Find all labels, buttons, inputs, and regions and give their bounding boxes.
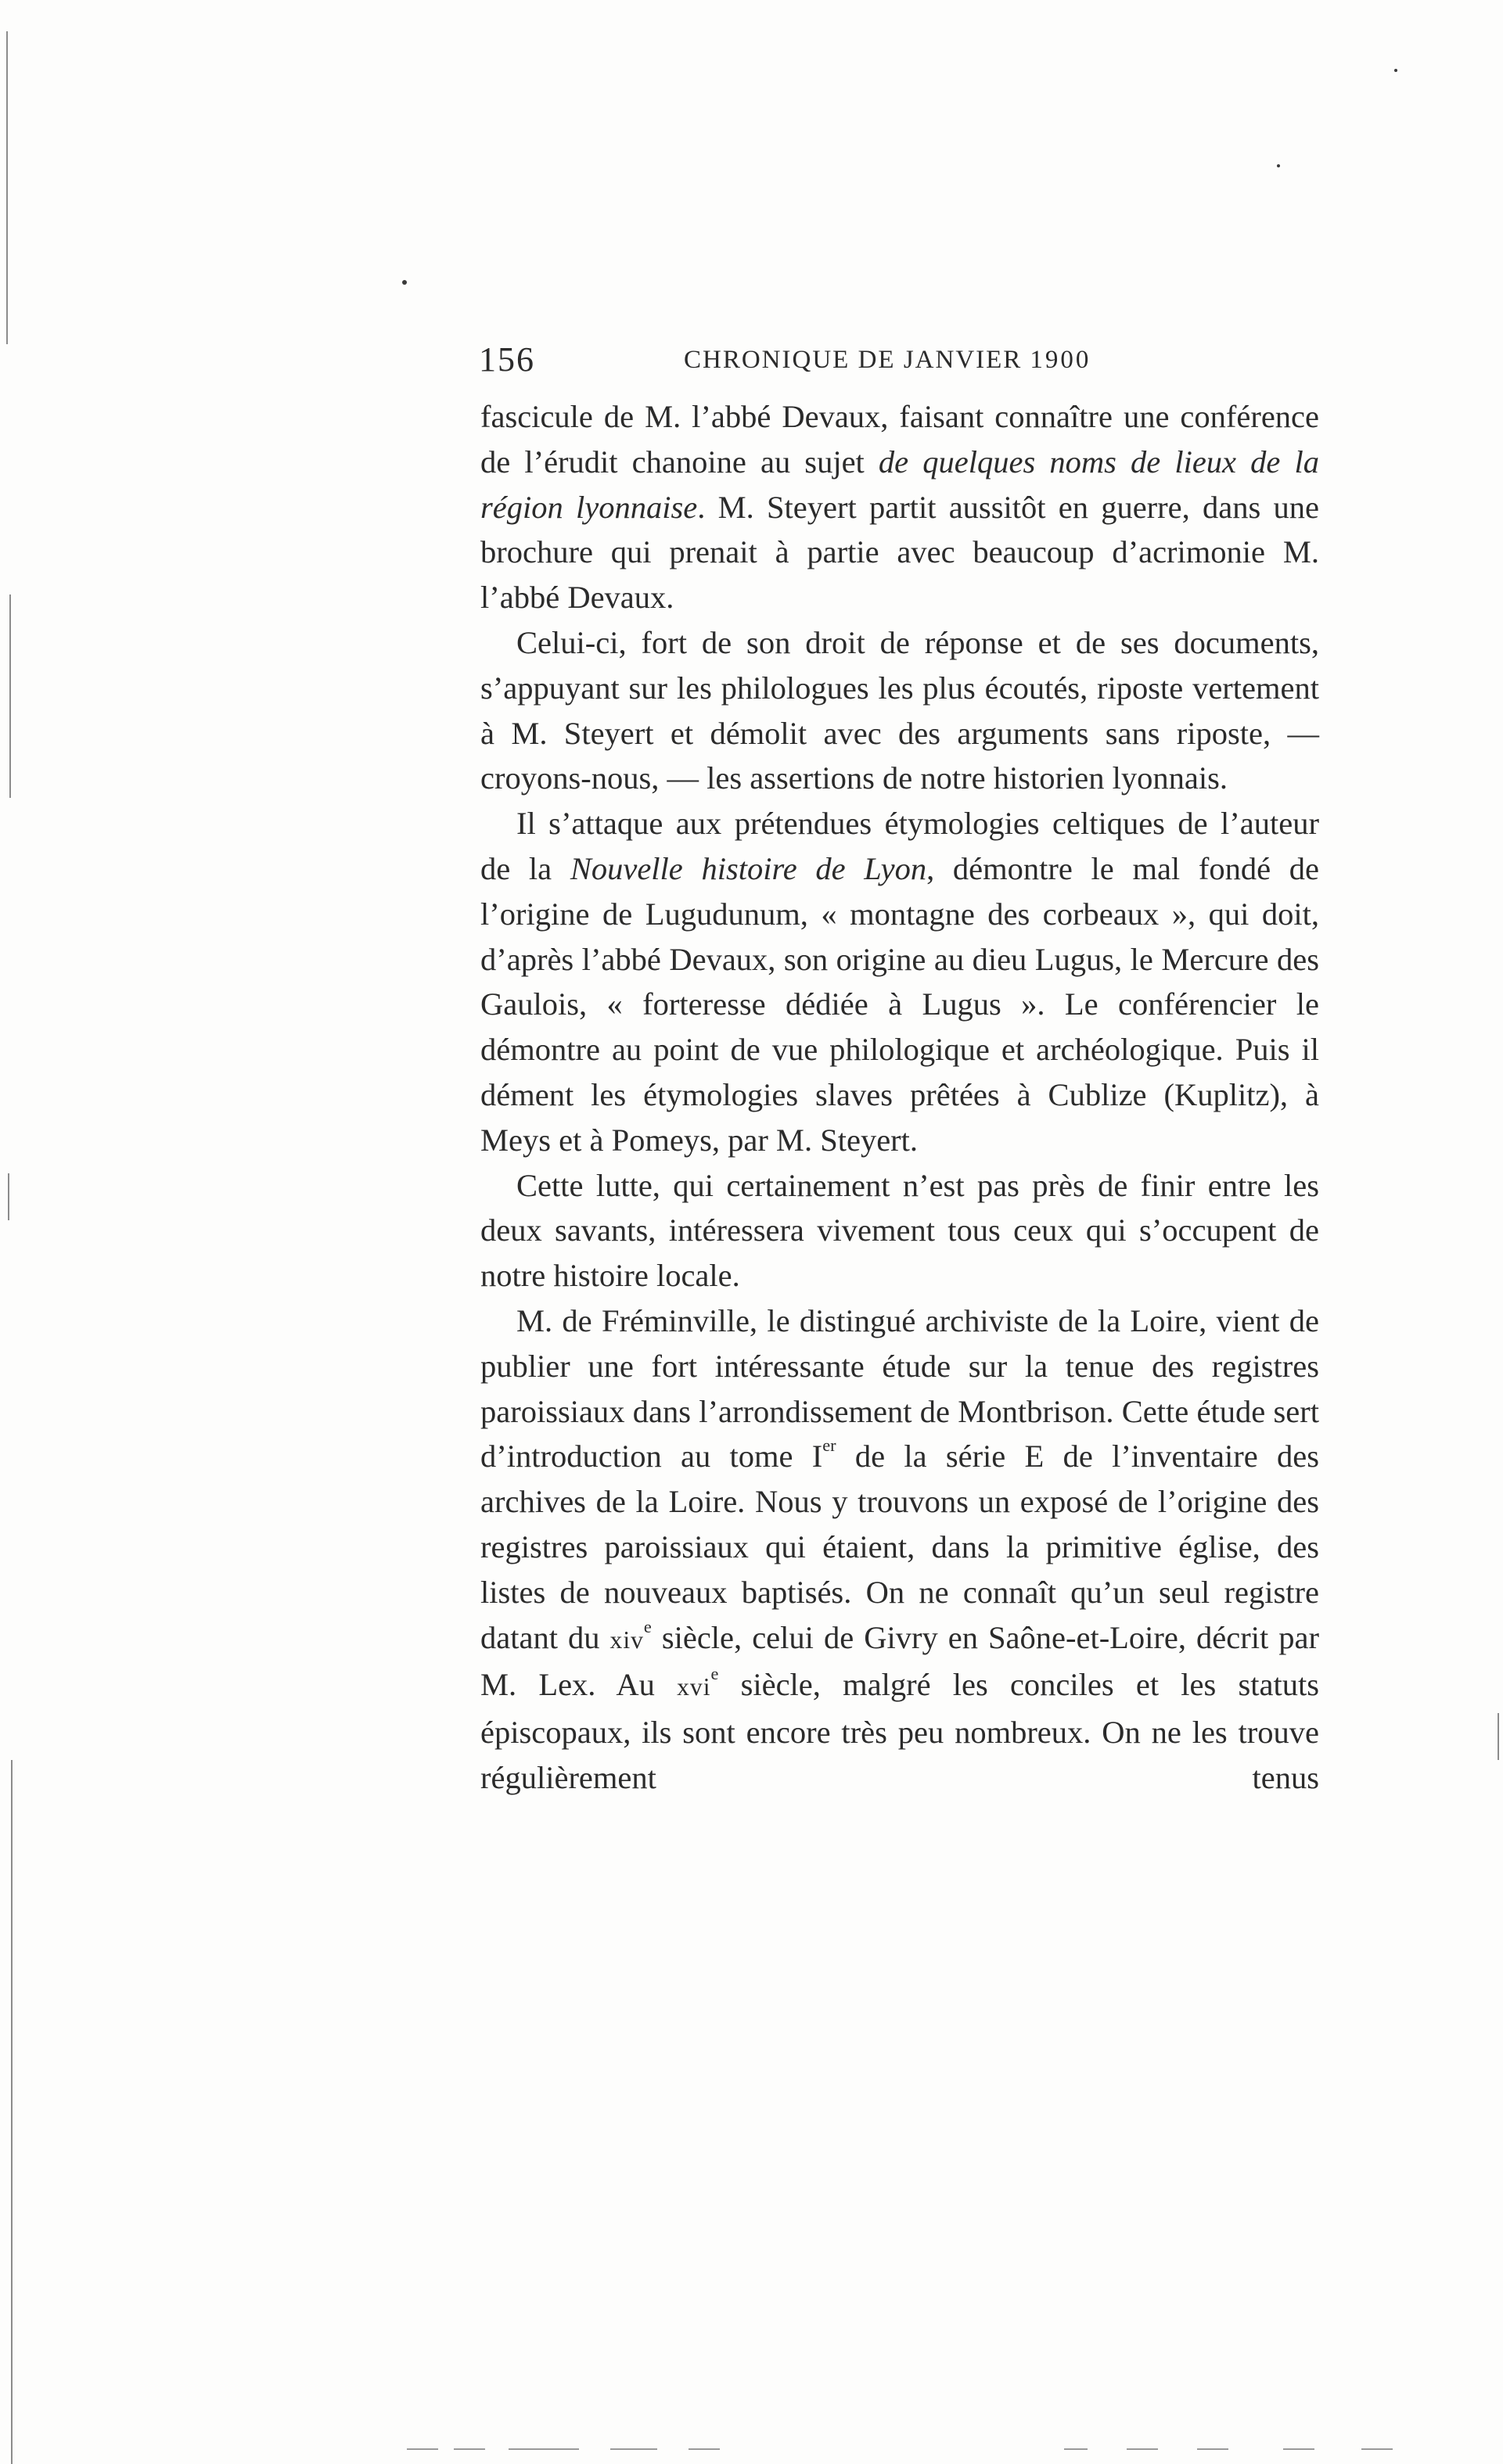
page-number: 156 [479, 340, 535, 379]
superscript: er [822, 1435, 836, 1456]
scan-dash [1127, 2448, 1158, 2450]
scan-edge-line [8, 1173, 9, 1220]
paragraph: Cette lutte, qui certainement n’est pas près de finir entre les deux savants, intéressera vivement tous ceux qui s’occupent de notre histoire locale. [480, 1167, 1319, 1294]
italic-title: Nouvelle histoire de Lyon [570, 850, 927, 886]
scan-speck [402, 280, 407, 285]
scan-dash [1064, 2448, 1088, 2450]
body-text [480, 394, 1319, 1801]
scan-edge-line [9, 594, 11, 798]
paragraph [480, 1298, 1319, 1801]
running-head [479, 336, 1319, 383]
paragraph-continued [480, 394, 1319, 620]
paragraph: Celui-ci, fort de son droit de réponse et de ses documents, s’appuyant sur les philologues les plus écoutés, riposte vertement à M. Steyert et démolit avec des arguments sans riposte, — croyons-nous, — les assertions de notre historien lyonnais. [480, 624, 1319, 796]
running-title-year: 1900 [1030, 346, 1091, 374]
scan-dash [454, 2448, 485, 2450]
text-run: . M. Steyert partit aussitôt en guerre, dans une brochure qui prenait à partie avec beaucoup d’acrimonie M. l’abbé Devaux. [480, 489, 1319, 616]
running-title-text: CHRONIQUE DE JANVIER [684, 346, 1023, 374]
text-run: de la série E de l’inventaire des archives de la Loire. Nous y trouvons un exposé de l’origine des registres paroissiaux qui étaient, dans la primitive église, des listes de nouveaux baptisés. On ne connaît qu’un seul registre datant du [480, 1439, 1319, 1655]
scan-edge-line [11, 1760, 13, 2464]
scan-edge-line [1498, 1713, 1499, 1760]
text-run: siècle, celui de Givry en Saône-et-Loire, décrit par M. Lex. Au [480, 1619, 1319, 1703]
scan-dash [407, 2448, 438, 2450]
scan-dash [1361, 2448, 1393, 2450]
scan-dash [1197, 2448, 1228, 2450]
text-run: , démontre le mal fondé de l’origine de Lugudunum, « montagne des corbeaux », qui doit, d’après l’abbé Devaux, son origine au dieu Lugus, le Mercure des Gaulois, « forteresse dédiée à Lugus ». Le conférencier le démontre au point de vue philologique et archéologique. Puis il dément les étymologies slaves prêtées à Cublize (Kuplitz), à Meys et à Pomeys, par M. Steyert. [480, 850, 1319, 1158]
text-run: fascicule de M. l’abbé Devaux, faisant connaître une conférence de l’érudit chanoine au sujet [480, 399, 1319, 480]
small-caps-century: xiv [609, 1625, 644, 1654]
text-run: Il s’attaque aux prétendues étymologies celtiques de l’auteur de la [480, 806, 1319, 886]
scan-dash [610, 2448, 657, 2450]
superscript: e [643, 1616, 652, 1636]
scan-speck [1394, 69, 1397, 72]
running-title [684, 336, 1091, 383]
scan-speck [1277, 164, 1280, 167]
scan-dash [1283, 2448, 1314, 2450]
italic-title: de quelques noms de lieux de la région lyonnaise [480, 444, 1319, 525]
paragraph [480, 801, 1319, 1162]
text-run: siècle, malgré les conciles et les statuts épiscopaux, ils sont encore très peu nombreux. On ne les trouve régulièrement tenus [480, 1667, 1319, 1795]
small-caps-century: xvi [677, 1673, 711, 1701]
superscript: e [710, 1664, 719, 1684]
text-run: M. de Fréminville, le distingué archiviste de la Loire, vient de publier une fort intéressante étude sur la tenue des registres paroissiaux dans l’arrondissement de Montbrison. Cette étude sert d’introduction au tome I [480, 1302, 1319, 1474]
scan-dash [689, 2448, 720, 2450]
scan-dash [509, 2448, 579, 2450]
scan-edge-line [6, 31, 8, 344]
